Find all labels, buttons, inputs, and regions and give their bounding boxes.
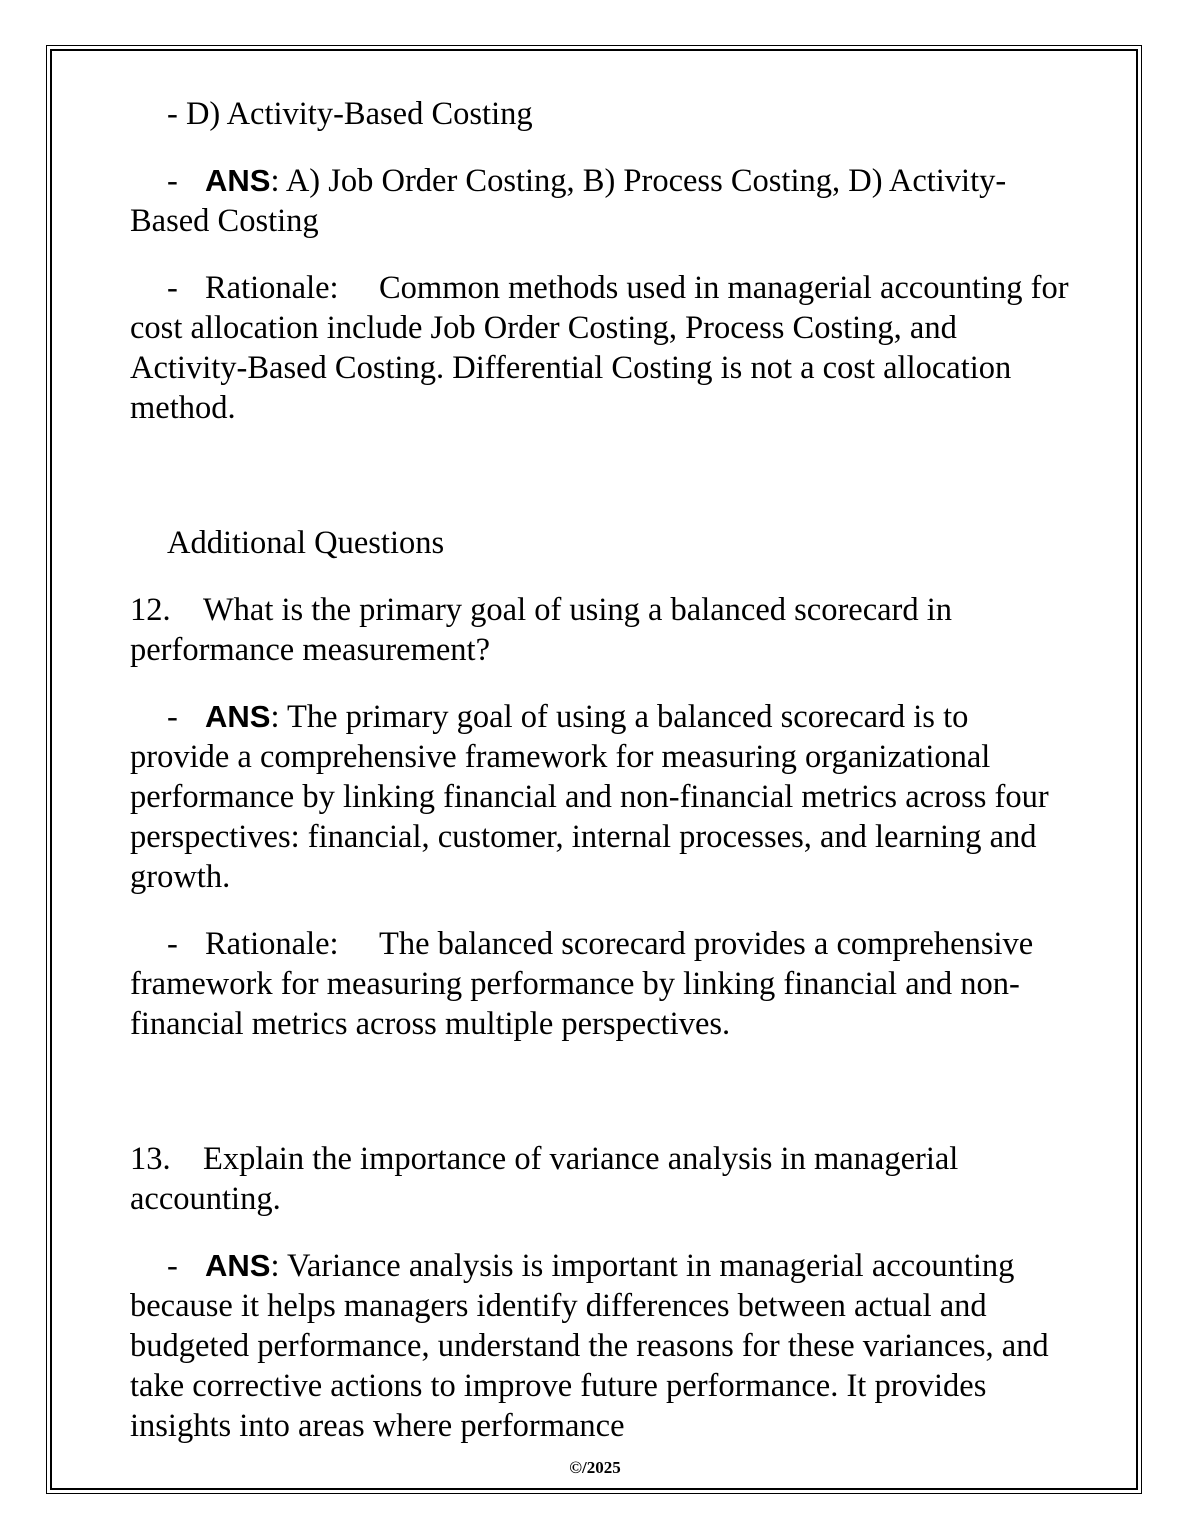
answer-label: ANS (205, 1248, 271, 1283)
q12-rationale: - Rationale: The balanced scorecard provides a comprehensive framework for measuring performance by linking financial and non-financial metrics across multiple perspectives. (130, 926, 1034, 1042)
section-heading: Additional Questions (167, 525, 445, 561)
q12-answer: - ANS: The primary goal of using a balanced scorecard is to provide a comprehensive framework for measuring organizational performance by linking financial and non-financial metrics across four perspectives: financial, customer, internal processes, and learning and growth. (130, 699, 1049, 895)
q11-rationale: - Rationale: Common methods used in managerial accounting for cost allocation include Job Order Costing, Process Costing, and Activity-Based Costing. Differential Costing is not a cost allocation method. (130, 270, 1069, 426)
question-number: 13. (130, 1141, 171, 1177)
answer-label: ANS (205, 699, 271, 734)
question-number: 12. (130, 592, 171, 628)
rationale-label: Rationale: (205, 926, 339, 962)
document-body (130, 94, 1070, 1446)
answer-label: ANS (205, 163, 271, 198)
rationale-label: Rationale: (205, 270, 339, 306)
q12-question: 12. What is the primary goal of using a balanced scorecard in performance measurement? (130, 592, 953, 668)
q11-answer: - ANS: A) Job Order Costing, B) Process Costing, D) Activity-Based Costing (130, 163, 1007, 239)
copyright-footer: ©/2025 (569, 1458, 621, 1477)
q11-option-d: - D) Activity-Based Costing (167, 96, 533, 132)
q13-question: 13. Explain the importance of variance analysis in managerial accounting. (130, 1141, 959, 1217)
q13-answer: - ANS: Variance analysis is important in managerial accounting because it helps managers identify differences between actual and budgeted performance, understand the reasons for these variances, and take corrective actions to improve future performance. It provides insights into areas where performance (130, 1248, 1049, 1444)
